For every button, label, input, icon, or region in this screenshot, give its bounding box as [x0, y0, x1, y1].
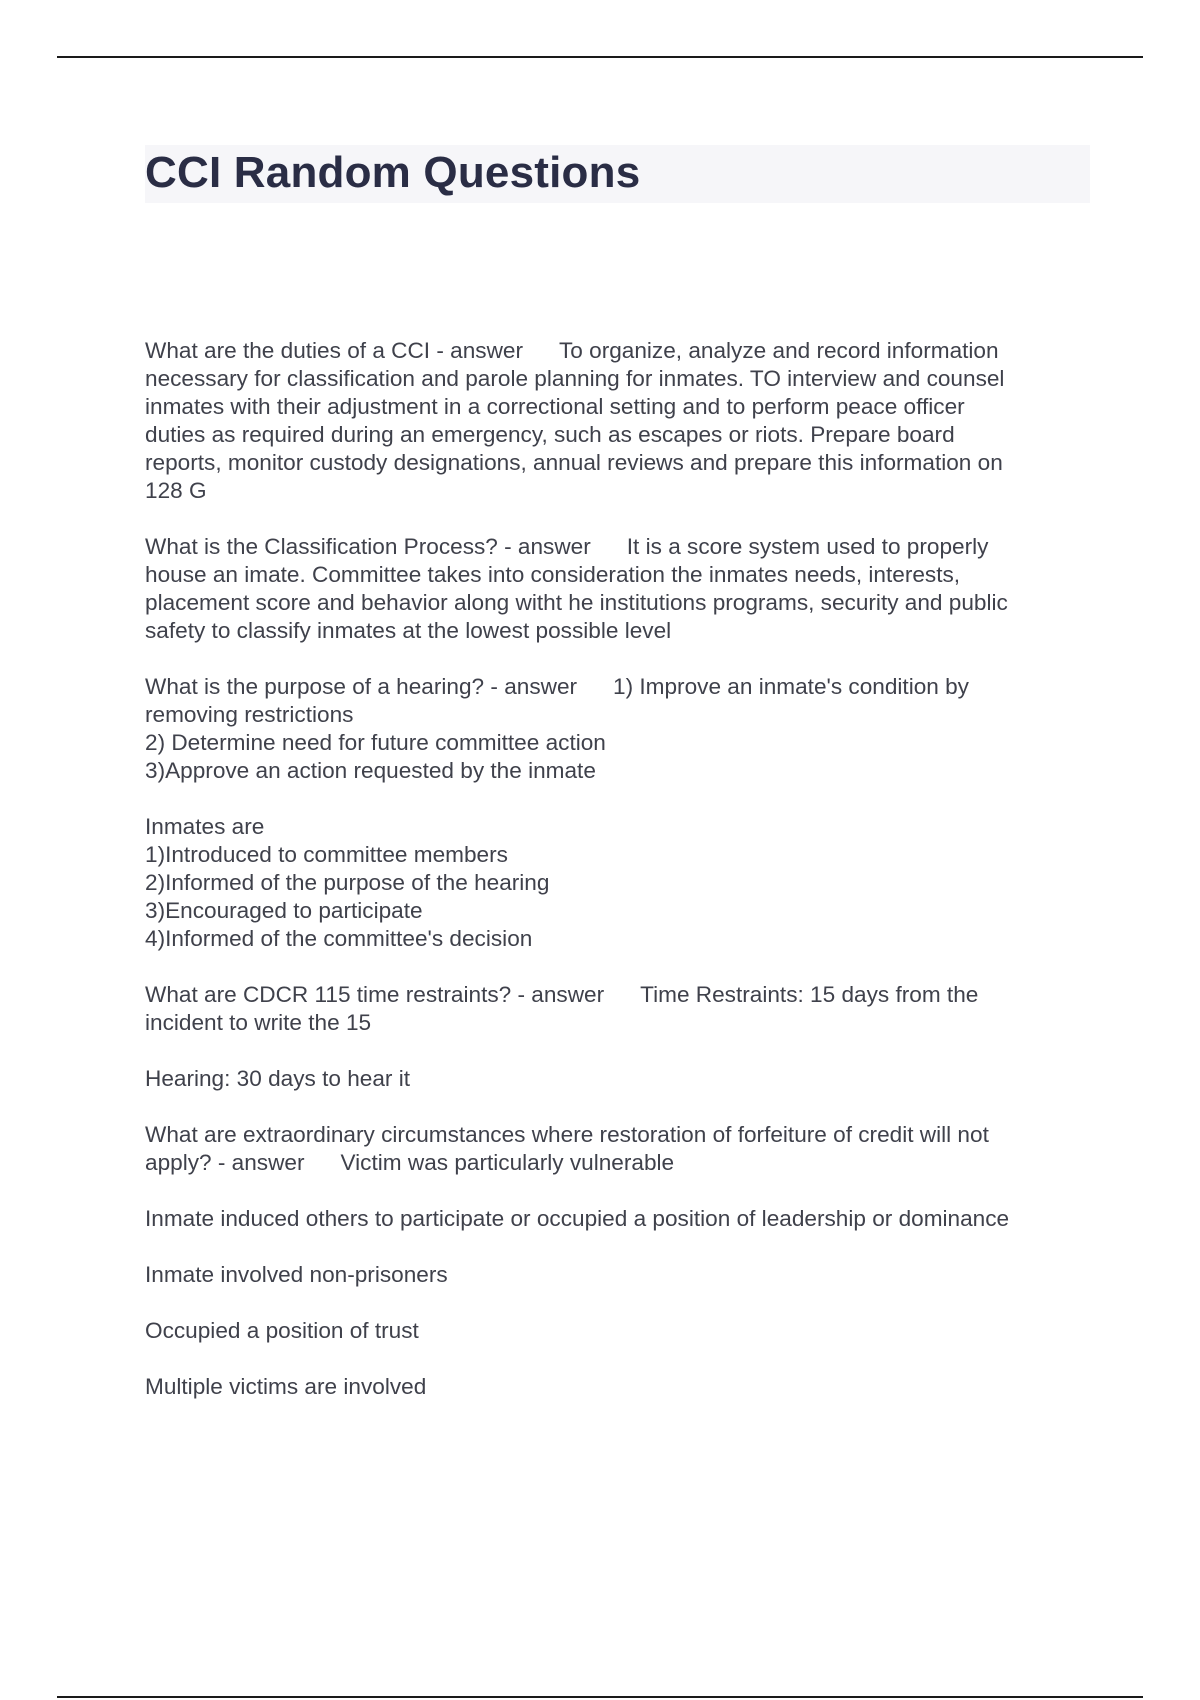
question-text: What are CDCR 115 time restraints? - answer	[145, 982, 605, 1007]
page-title: CCI Random Questions	[145, 148, 641, 197]
circumstance-item	[145, 1317, 1080, 1345]
answer-line: Inmate involved non-prisoners	[145, 1262, 448, 1287]
bottom-rule	[57, 1696, 1143, 1698]
answer-text: Victim was particularly vulnerable	[340, 1150, 675, 1175]
answer-line: 2) Determine need for future committee action	[145, 730, 606, 755]
answer-line: Inmate induced others to participate or occupied a position of leadership or dominance	[145, 1206, 1010, 1231]
question-text: What is the Classification Process? - answer	[145, 534, 591, 559]
answer-text: To organize, analyze and record information	[558, 338, 999, 363]
list-item: 1)Introduced to committee members	[145, 842, 508, 867]
inmates-list	[145, 813, 1080, 953]
answer-line: house an imate. Committee takes into consideration the inmates needs, interests,	[145, 562, 961, 587]
answer-line: 3)Approve an action requested by the inmate	[145, 758, 596, 783]
answer-text: It is a score system used to properly	[626, 534, 989, 559]
qa-block-extraordinary	[145, 1121, 1080, 1177]
answer-line: necessary for classification and parole planning for inmates. TO interview and counsel	[145, 366, 1005, 391]
circumstance-item	[145, 1373, 1080, 1401]
question-text: What are the duties of a CCI - answer	[145, 338, 523, 363]
top-rule	[57, 56, 1143, 58]
qa-line	[145, 533, 1080, 561]
answer-text: 1) Improve an inmate's condition by	[613, 674, 969, 699]
list-item: 4)Informed of the committee's decision	[145, 926, 533, 951]
answer-text: Time Restraints: 15 days from the	[640, 982, 979, 1007]
answer-line: Occupied a position of trust	[145, 1318, 419, 1343]
answer-line: placement score and behavior along witht he institutions programs, security and public	[145, 590, 1008, 615]
answer-line: incident to write the 15	[145, 1010, 372, 1035]
qa-block-duties	[145, 337, 1080, 505]
list-item: 3)Encouraged to participate	[145, 898, 423, 923]
answer-line: removing restrictions	[145, 702, 354, 727]
list-heading: Inmates are	[145, 814, 265, 839]
qa-block-hearing-purpose	[145, 673, 1080, 785]
question-text: What is the purpose of a hearing? - answer	[145, 674, 578, 699]
qa-line	[145, 981, 1080, 1009]
question-text: apply? - answer	[145, 1150, 305, 1175]
answer-line: inmates with their adjustment in a correctional setting and to perform peace officer	[145, 394, 965, 419]
answer-line: safety to classify inmates at the lowest possible level	[145, 618, 672, 643]
answer-line: 128 G	[145, 478, 207, 503]
qa-line	[145, 1149, 1080, 1177]
circumstance-item	[145, 1205, 1080, 1233]
qa-line	[145, 337, 1080, 365]
document-body	[145, 337, 1080, 1429]
answer-line: reports, monitor custody designations, annual reviews and prepare this information on	[145, 450, 1003, 475]
qa-line	[145, 673, 1080, 701]
question-text: What are extraordinary circumstances where restoration of forfeiture of credit will not	[145, 1122, 989, 1147]
answer-line: duties as required during an emergency, such as escapes or riots. Prepare board	[145, 422, 955, 447]
hearing-line	[145, 1065, 1080, 1093]
qa-block-time-restraints	[145, 981, 1080, 1037]
answer-line: Multiple victims are involved	[145, 1374, 427, 1399]
list-item: 2)Informed of the purpose of the hearing	[145, 870, 550, 895]
circumstance-item	[145, 1261, 1080, 1289]
answer-line: Hearing: 30 days to hear it	[145, 1066, 411, 1091]
qa-block-classification	[145, 533, 1080, 645]
